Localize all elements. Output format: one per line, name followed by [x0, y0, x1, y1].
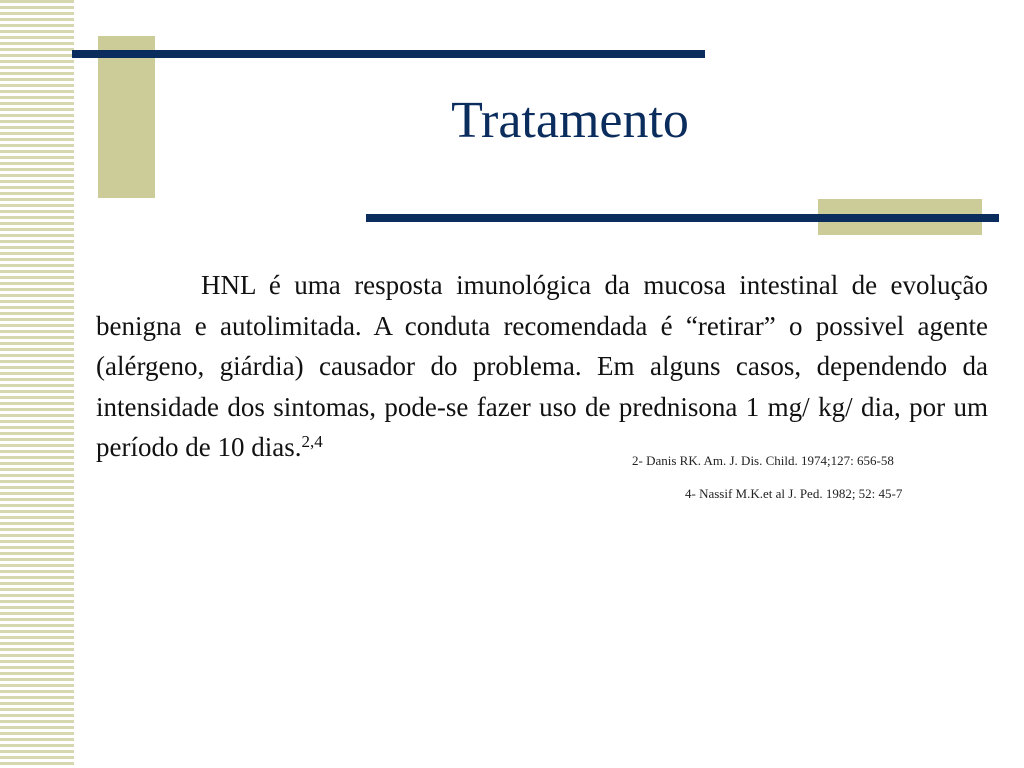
title-rule-bottom [366, 214, 999, 222]
citation-superscript: 2,4 [301, 432, 323, 451]
title-rule-top [72, 50, 705, 58]
slide-body-text [96, 265, 988, 468]
decorative-stripe-band [0, 0, 74, 768]
slide-title: Tratamento [451, 92, 689, 149]
decorative-accent-block-top [98, 36, 155, 198]
reference-2: 2- Danis RK. Am. J. Dis. Child. 1974;127: 656-58 [632, 453, 894, 468]
body-text-content: HNL é uma resposta imunológica da mucosa intestinal de evolução benigna e autolimitada. A conduta recomendada é “retirar” o possivel agente (alérgeno, giárdia) causador do problema. Em alguns casos, dependendo da intensidade dos sintomas, pode-se fazer uso de prednisona 1 mg/ kg/ dia, por um período de 10 dias. [96, 270, 988, 462]
reference-4: 4- Nassif M.K.et al J. Ped. 1982; 52: 45-7 [685, 486, 903, 501]
